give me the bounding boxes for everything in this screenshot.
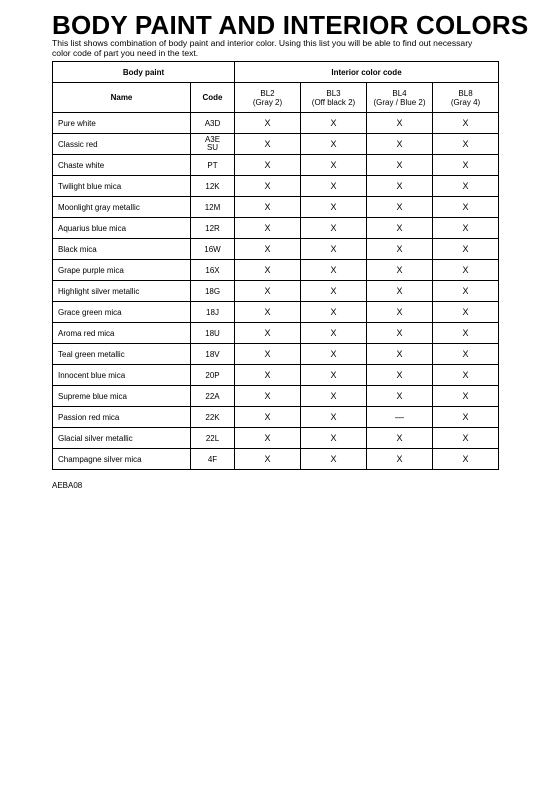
name-column-header: Name bbox=[53, 83, 191, 113]
combination-mark: X bbox=[433, 302, 499, 323]
combination-mark: X bbox=[367, 428, 433, 449]
paint-name: Aquarius blue mica bbox=[53, 218, 191, 239]
combination-mark: X bbox=[367, 155, 433, 176]
combination-mark: X bbox=[301, 113, 367, 134]
table-body bbox=[53, 113, 499, 470]
combination-mark: X bbox=[301, 260, 367, 281]
table-row bbox=[53, 134, 499, 155]
table-row bbox=[53, 281, 499, 302]
combination-mark: X bbox=[367, 239, 433, 260]
combination-mark: X bbox=[367, 323, 433, 344]
paint-code: 16W bbox=[191, 239, 235, 260]
paint-name: Grace green mica bbox=[53, 302, 191, 323]
body-paint-header: Body paint bbox=[53, 62, 235, 83]
combination-mark: X bbox=[301, 365, 367, 386]
combination-mark: X bbox=[301, 155, 367, 176]
interior-desc: (Gray 4) bbox=[450, 97, 481, 107]
paint-name: Champagne silver mica bbox=[53, 449, 191, 470]
table-row bbox=[53, 155, 499, 176]
table-row bbox=[53, 407, 499, 428]
paint-name: Highlight silver metallic bbox=[53, 281, 191, 302]
combination-mark: X bbox=[367, 449, 433, 470]
table-column-header bbox=[53, 83, 499, 113]
color-combination-table bbox=[52, 61, 499, 470]
paint-name: Grape purple mica bbox=[53, 260, 191, 281]
combination-mark: X bbox=[301, 428, 367, 449]
paint-code: 18J bbox=[191, 302, 235, 323]
paint-code: 20P bbox=[191, 365, 235, 386]
combination-mark: X bbox=[433, 260, 499, 281]
combination-mark: — bbox=[367, 407, 433, 428]
paint-name: Teal green metallic bbox=[53, 344, 191, 365]
combination-mark: X bbox=[367, 218, 433, 239]
combination-mark: X bbox=[235, 365, 301, 386]
combination-mark: X bbox=[301, 449, 367, 470]
paint-code: 12K bbox=[191, 176, 235, 197]
table-row bbox=[53, 344, 499, 365]
interior-column-header bbox=[433, 83, 499, 113]
combination-mark: X bbox=[433, 239, 499, 260]
combination-mark: X bbox=[235, 239, 301, 260]
code-column-header: Code bbox=[191, 83, 235, 113]
interior-code: BL2 bbox=[260, 88, 275, 98]
paint-name: Moonlight gray metallic bbox=[53, 197, 191, 218]
paint-code bbox=[191, 134, 235, 155]
paint-name: Chaste white bbox=[53, 155, 191, 176]
combination-mark: X bbox=[235, 323, 301, 344]
paint-code: 18V bbox=[191, 344, 235, 365]
combination-mark: X bbox=[367, 281, 433, 302]
table-group-header bbox=[53, 62, 499, 83]
combination-mark: X bbox=[367, 365, 433, 386]
combination-mark: X bbox=[301, 407, 367, 428]
combination-mark: X bbox=[235, 407, 301, 428]
combination-mark: X bbox=[367, 260, 433, 281]
paint-name: Glacial silver metallic bbox=[53, 428, 191, 449]
combination-mark: X bbox=[367, 302, 433, 323]
combination-mark: X bbox=[367, 113, 433, 134]
paint-code: 22L bbox=[191, 428, 235, 449]
combination-mark: X bbox=[235, 134, 301, 155]
combination-mark: X bbox=[367, 134, 433, 155]
table-row bbox=[53, 239, 499, 260]
interior-column-header bbox=[235, 83, 301, 113]
intro-text: This list shows combination of body paint and interior color. Using this list you will be able to find out necessary color code of part you need in the text. bbox=[52, 38, 473, 58]
interior-code: BL4 bbox=[392, 88, 407, 98]
combination-mark: X bbox=[301, 176, 367, 197]
interior-column-header bbox=[301, 83, 367, 113]
paint-code: 22K bbox=[191, 407, 235, 428]
combination-mark: X bbox=[433, 176, 499, 197]
table-row bbox=[53, 428, 499, 449]
interior-desc: (Gray 2) bbox=[252, 97, 283, 107]
interior-column-header bbox=[367, 83, 433, 113]
combination-mark: X bbox=[301, 239, 367, 260]
combination-mark: X bbox=[367, 344, 433, 365]
combination-mark: X bbox=[301, 281, 367, 302]
combination-mark: X bbox=[235, 281, 301, 302]
figure-code: AEBA08 bbox=[52, 481, 83, 490]
combination-mark: X bbox=[235, 302, 301, 323]
paint-name: Aroma red mica bbox=[53, 323, 191, 344]
combination-mark: X bbox=[433, 281, 499, 302]
interior-desc: (Off black 2) bbox=[311, 97, 356, 107]
paint-code: 18U bbox=[191, 323, 235, 344]
combination-mark: X bbox=[433, 218, 499, 239]
paint-name: Passion red mica bbox=[53, 407, 191, 428]
combination-mark: X bbox=[235, 197, 301, 218]
paint-code: 22A bbox=[191, 386, 235, 407]
table-row bbox=[53, 218, 499, 239]
paint-code-line: A3E bbox=[204, 135, 221, 144]
paint-name: Pure white bbox=[53, 113, 191, 134]
paint-code: A3D bbox=[191, 113, 235, 134]
combination-mark: X bbox=[235, 176, 301, 197]
paint-code-line: SU bbox=[206, 143, 219, 152]
combination-mark: X bbox=[235, 449, 301, 470]
combination-mark: X bbox=[235, 155, 301, 176]
combination-mark: X bbox=[433, 428, 499, 449]
combination-mark: X bbox=[301, 386, 367, 407]
combination-mark: X bbox=[433, 449, 499, 470]
combination-mark: X bbox=[367, 176, 433, 197]
combination-mark: X bbox=[235, 113, 301, 134]
paint-code: 16X bbox=[191, 260, 235, 281]
paint-name: Black mica bbox=[53, 239, 191, 260]
interior-color-header: Interior color code bbox=[235, 62, 499, 83]
table-row bbox=[53, 365, 499, 386]
paint-code: 12R bbox=[191, 218, 235, 239]
combination-mark: X bbox=[433, 386, 499, 407]
combination-mark: X bbox=[235, 344, 301, 365]
combination-mark: X bbox=[367, 386, 433, 407]
combination-mark: X bbox=[235, 428, 301, 449]
paint-code: 12M bbox=[191, 197, 235, 218]
page-title: BODY PAINT AND INTERIOR COLORS bbox=[52, 10, 529, 40]
paint-name: Classic red bbox=[53, 134, 191, 155]
combination-mark: X bbox=[235, 386, 301, 407]
table-row bbox=[53, 113, 499, 134]
combination-mark: X bbox=[301, 134, 367, 155]
table-row bbox=[53, 449, 499, 470]
paint-name: Supreme blue mica bbox=[53, 386, 191, 407]
table-row bbox=[53, 176, 499, 197]
combination-mark: X bbox=[301, 344, 367, 365]
combination-mark: X bbox=[433, 197, 499, 218]
paint-code: 18G bbox=[191, 281, 235, 302]
table-row bbox=[53, 302, 499, 323]
combination-mark: X bbox=[433, 134, 499, 155]
table-row bbox=[53, 323, 499, 344]
paint-code: 4F bbox=[191, 449, 235, 470]
interior-code: BL8 bbox=[458, 88, 473, 98]
combination-mark: X bbox=[367, 197, 433, 218]
combination-mark: X bbox=[433, 407, 499, 428]
combination-mark: X bbox=[433, 344, 499, 365]
combination-mark: X bbox=[301, 218, 367, 239]
combination-mark: X bbox=[433, 113, 499, 134]
table-row bbox=[53, 197, 499, 218]
combination-mark: X bbox=[433, 155, 499, 176]
combination-mark: X bbox=[301, 323, 367, 344]
paint-name: Twilight blue mica bbox=[53, 176, 191, 197]
combination-mark: X bbox=[301, 197, 367, 218]
combination-mark: X bbox=[433, 365, 499, 386]
combination-mark: X bbox=[433, 323, 499, 344]
table-row bbox=[53, 386, 499, 407]
combination-mark: X bbox=[235, 218, 301, 239]
combination-mark: X bbox=[301, 302, 367, 323]
paint-code: PT bbox=[191, 155, 235, 176]
combination-mark: X bbox=[235, 260, 301, 281]
paint-name: Innocent blue mica bbox=[53, 365, 191, 386]
table-row bbox=[53, 260, 499, 281]
interior-desc: (Gray / Blue 2) bbox=[373, 97, 426, 107]
interior-code: BL3 bbox=[326, 88, 341, 98]
